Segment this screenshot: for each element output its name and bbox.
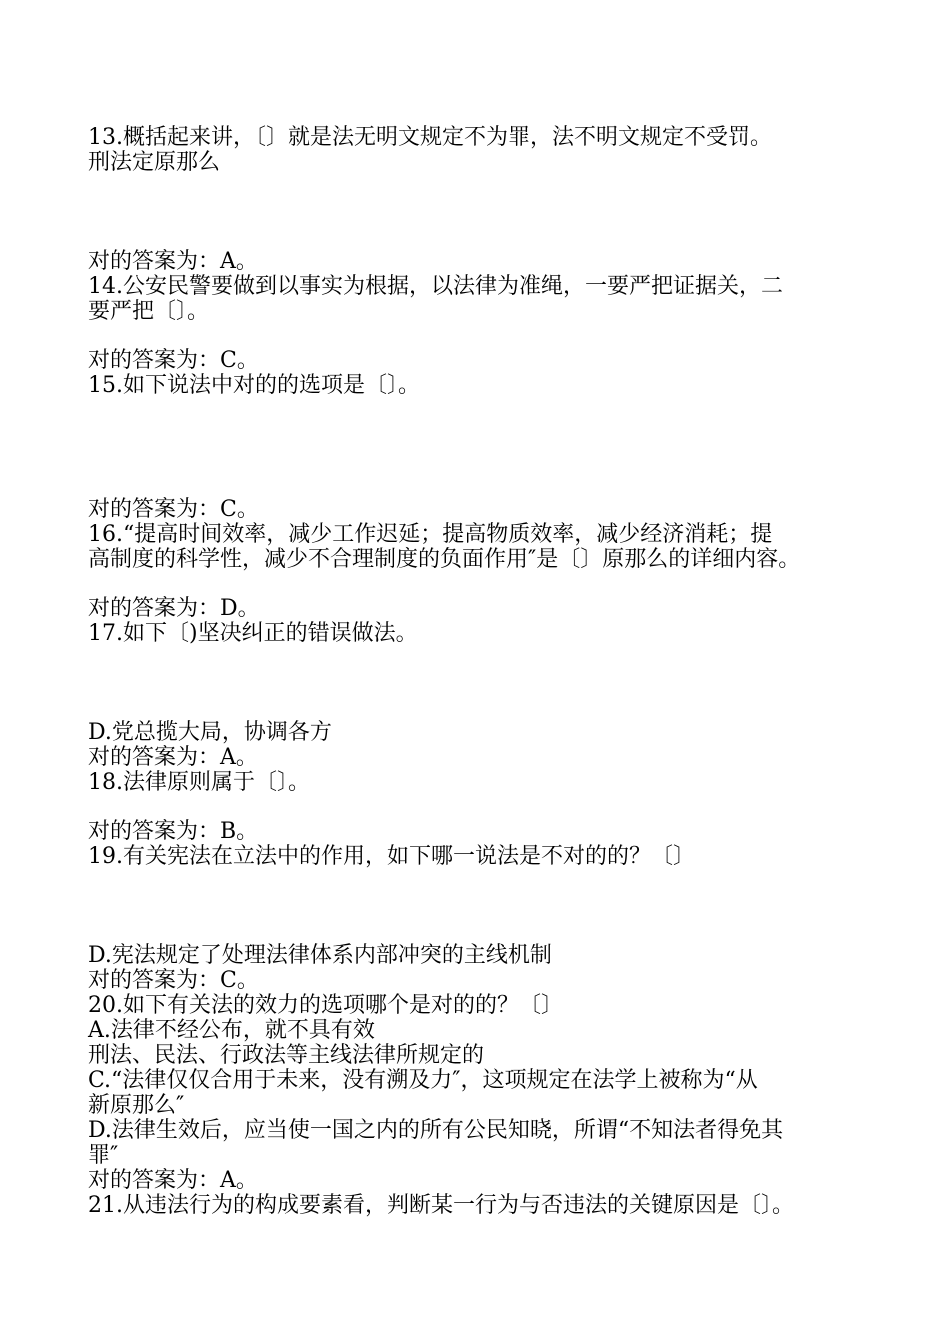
question-14-line-1: 14.公安民警要做到以事实为根据，以法律为准绳，一要严把证据关，二 xyxy=(88,274,783,299)
answer-17: 对的答案为：A。 xyxy=(88,745,258,770)
question-20-option-a: A.法律不经公布，就不具有效 xyxy=(88,1018,375,1043)
question-20-option-d-line-1: D.法律生效后，应当使一国之内的所有公民知晓，所谓“不知法者得免其 xyxy=(88,1118,784,1143)
answer-18: 对的答案为：B。 xyxy=(88,819,259,844)
question-20-option-b: 刑法、民法、行政法等主线法律所规定的 xyxy=(88,1043,485,1068)
document-page xyxy=(88,0,878,1344)
question-13-line-1: 13.概括起来讲，〔〕就是法无明文规定不为罪，法不明文规定不受罚。 xyxy=(88,125,772,150)
question-16-line-2: 高制度的科学性，减少不合理制度的负面作用″是〔〕原那么的详细内容。 xyxy=(88,547,801,572)
question-20-option-d-line-2: 罪″ xyxy=(88,1143,119,1168)
question-20: 20.如下有关法的效力的选项哪个是对的的？〔〕 xyxy=(88,993,563,1018)
answer-15: 对的答案为：C。 xyxy=(88,497,259,522)
question-15: 15.如下说法中对的的选项是〔〕。 xyxy=(88,373,420,398)
question-20-option-c-line-2: 新原那么″ xyxy=(88,1093,185,1118)
question-14-line-2: 要严把〔〕。 xyxy=(88,299,210,324)
question-17: 17.如下〔)坚决纠正的错误做法。 xyxy=(88,621,418,646)
question-13-line-2: 刑法定原那么 xyxy=(88,150,221,175)
answer-19: 对的答案为：C。 xyxy=(88,968,259,993)
question-17-option-d: D.党总揽大局，协调各方 xyxy=(88,720,332,745)
question-20-option-c-line-1: C.“法律仅仅合用于未来，没有溯及力″，这项规定在法学上被称为“从 xyxy=(88,1068,758,1093)
question-18: 18.法律原则属于〔〕。 xyxy=(88,770,310,795)
question-19-option-d: D.宪法规定了处理法律体系内部冲突的主线机制 xyxy=(88,943,552,968)
answer-14: 对的答案为：C。 xyxy=(88,348,259,373)
question-19: 19.有关宪法在立法中的作用，如下哪一说法是不对的的？〔〕 xyxy=(88,844,695,869)
question-16-line-1: 16.“提高时间效率，减少工作迟延；提高物质效率，减少经济消耗；提 xyxy=(88,522,773,547)
answer-13: 对的答案为：A。 xyxy=(88,249,258,274)
answer-20: 对的答案为：A。 xyxy=(88,1168,258,1193)
answer-16: 对的答案为：D。 xyxy=(88,596,260,621)
question-21: 21.从违法行为的构成要素看，判断某一行为与否违法的关键原因是〔〕。 xyxy=(88,1193,794,1218)
